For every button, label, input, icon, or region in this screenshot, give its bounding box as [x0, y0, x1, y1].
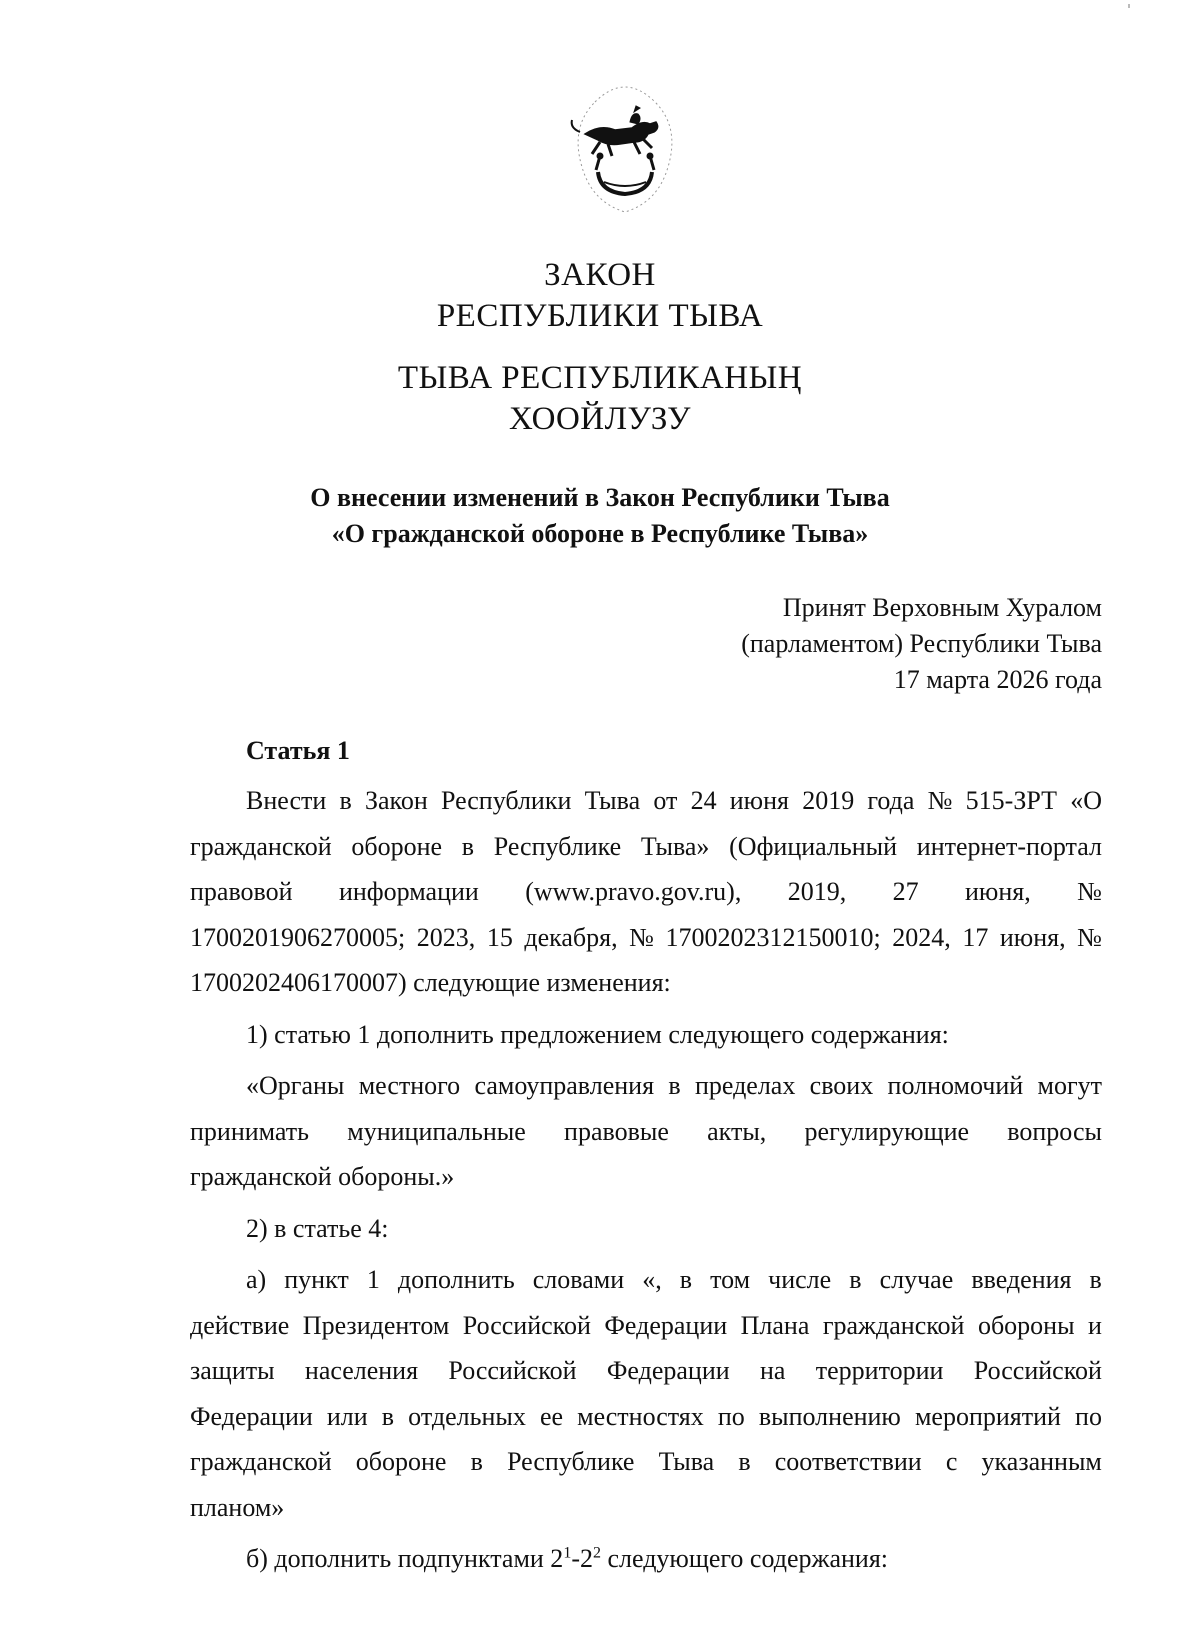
word: в — [668, 1071, 681, 1100]
word: Республике — [507, 1447, 635, 1476]
word: самоуправления — [474, 1071, 655, 1100]
word: года — [867, 786, 915, 815]
word: действие — [190, 1310, 290, 1340]
word: обороне — [351, 831, 443, 861]
word: Республике — [493, 831, 622, 861]
word: обороны — [977, 1310, 1075, 1340]
word: акты, — [707, 1116, 767, 1146]
text-line-spread — [190, 869, 1102, 915]
scan-artifact — [1128, 4, 1130, 8]
word: правовой — [190, 877, 293, 906]
word: 24 — [690, 786, 717, 815]
text-line-spread — [190, 1109, 1102, 1155]
word: населения — [304, 1356, 419, 1385]
word: Республики — [440, 786, 572, 815]
word: Российской — [462, 1310, 591, 1340]
word: местностях — [577, 1401, 704, 1431]
item-2b — [190, 1536, 1102, 1582]
word: № — [927, 786, 953, 815]
text-span: следующего содержания: — [600, 1544, 888, 1573]
word: с — [945, 1447, 958, 1476]
word: и — [1088, 1310, 1102, 1340]
word: Тыва — [658, 1447, 715, 1476]
word: Закон — [364, 786, 428, 815]
word: 15 — [486, 922, 513, 952]
word: словами — [532, 1265, 625, 1294]
adoption-line1: Принят Верховным Хуралом — [782, 593, 1102, 622]
word: ее — [539, 1401, 564, 1431]
word: регулирующие — [804, 1116, 970, 1146]
word: в — [1089, 1265, 1102, 1294]
word: Российской — [448, 1356, 577, 1385]
text-line — [190, 824, 1102, 870]
word: местного — [358, 1071, 461, 1100]
text-line — [190, 1394, 1102, 1440]
text-line — [190, 915, 1102, 961]
word: 2024, — [892, 922, 951, 952]
word: № — [1077, 922, 1102, 952]
word: своих — [809, 1071, 874, 1100]
text-line — [190, 1063, 1102, 1109]
word: случае — [879, 1265, 954, 1294]
word: в — [381, 1401, 395, 1431]
article-body — [190, 778, 1102, 1582]
word: 2023, — [416, 922, 476, 952]
word: 27 — [892, 877, 919, 906]
law-title-line1: ЗАКОН — [544, 257, 656, 293]
word: № — [629, 922, 654, 952]
word: введения — [971, 1265, 1072, 1294]
word: защиты — [190, 1356, 275, 1385]
word: гражданской — [190, 831, 332, 861]
word: выполнению — [758, 1401, 901, 1431]
word: Внести — [246, 786, 327, 815]
word: Президентом — [302, 1310, 450, 1340]
text-line: 1700202406170007) следующие изменения: — [190, 968, 671, 997]
word: в — [738, 1447, 751, 1476]
text-line — [190, 1257, 1102, 1303]
word: 515-ЗРТ — [965, 786, 1057, 815]
word: «Органы — [246, 1071, 345, 1100]
text-line — [190, 778, 1102, 824]
word: интернет-портал — [916, 831, 1102, 861]
word: июня, — [999, 922, 1066, 952]
word: в — [849, 1265, 862, 1294]
word: дополнить — [397, 1265, 515, 1294]
tyvan-title-line2: ХООЙЛУЗУ — [508, 401, 692, 437]
word: № — [1077, 877, 1102, 906]
adoption-date: 17 марта 2026 года — [893, 665, 1102, 694]
word: по — [717, 1401, 745, 1431]
item-2: 2) в статье 4: — [246, 1213, 389, 1243]
word: гражданской — [190, 1447, 332, 1476]
word: июня, — [965, 877, 1031, 906]
subject-line1: О внесении изменений в Закон Республики Тыва — [310, 483, 890, 512]
adoption-note — [741, 590, 1102, 698]
law-title-line2: РЕСПУБЛИКИ ТЫВА — [436, 298, 764, 334]
word: Российской — [973, 1356, 1102, 1385]
item-1: 1) статью 1 дополнить предложением следующего содержания: — [246, 1019, 949, 1049]
word: декабря, — [524, 922, 618, 952]
word: Тыва — [584, 786, 641, 815]
word: 2019 — [802, 786, 855, 815]
word: в — [679, 1265, 693, 1294]
word: Федерации — [190, 1401, 313, 1431]
word: в — [339, 786, 352, 815]
text-line — [190, 1439, 1102, 1485]
word: 1700202312150010; — [665, 922, 881, 952]
word: в — [470, 1447, 483, 1476]
intro-paragraph — [190, 778, 1102, 1006]
text-span: -2 — [571, 1544, 593, 1573]
subject-line2: «О гражданской обороне в Республике Тыва» — [331, 519, 869, 548]
word: вопросы — [1007, 1116, 1102, 1146]
word: полномочий — [887, 1071, 1024, 1100]
word: или — [326, 1401, 368, 1431]
word: Тыва» — [640, 831, 710, 861]
word: принимать — [190, 1116, 310, 1146]
word: июня — [729, 786, 789, 815]
word: отдельных — [408, 1401, 526, 1431]
word: Плана — [740, 1310, 810, 1340]
word: указанным — [981, 1447, 1102, 1476]
word: обороне — [355, 1447, 447, 1476]
word: могут — [1037, 1071, 1102, 1100]
text-line-spread — [190, 1348, 1102, 1394]
law-title — [0, 255, 1200, 337]
word: числе — [768, 1265, 832, 1294]
word: пределах — [694, 1071, 796, 1100]
word: 2019, — [787, 877, 847, 906]
text-line: планом» — [190, 1492, 285, 1522]
text-span: б) дополнить подпунктами 2 — [246, 1544, 564, 1573]
word: Федерации — [604, 1310, 728, 1340]
word: 1700201906270005; — [190, 922, 406, 952]
word: мероприятий — [914, 1401, 1061, 1431]
word: соответствии — [774, 1447, 922, 1476]
word: информации — [338, 877, 479, 906]
word: муниципальные — [347, 1116, 526, 1146]
adoption-line2: (парламентом) Республики Тыва — [741, 629, 1102, 658]
word: «, — [642, 1265, 662, 1294]
word: Федерации — [606, 1356, 730, 1385]
word: гражданской — [822, 1310, 965, 1340]
text-line: гражданской обороны.» — [190, 1162, 455, 1191]
article-heading: Статья 1 — [246, 736, 350, 765]
tyvan-title-line1: ТЫВА РЕСПУБЛИКАНЫҢ — [397, 360, 803, 396]
word: правовые — [564, 1116, 669, 1146]
word: 1 — [366, 1265, 380, 1294]
word: 17 — [962, 922, 989, 952]
law-subject — [0, 480, 1200, 552]
superscript: 2 — [592, 1544, 601, 1562]
word: территории — [815, 1356, 944, 1385]
word: от — [653, 786, 678, 815]
word: в — [461, 831, 475, 861]
word: на — [759, 1356, 786, 1385]
word: «О — [1070, 786, 1102, 815]
word: пункт — [284, 1265, 349, 1294]
law-title-tyvan — [0, 358, 1200, 440]
word: (Официальный — [729, 831, 898, 861]
superscript: 1 — [563, 1544, 572, 1562]
text-line — [190, 1303, 1102, 1349]
coat-of-arms-emblem — [560, 72, 690, 222]
word: по — [1075, 1401, 1102, 1431]
word: а) — [246, 1265, 267, 1294]
item-2a-paragraph — [190, 1257, 1102, 1530]
word: том — [710, 1265, 751, 1294]
quote-paragraph — [190, 1063, 1102, 1200]
word: (www.pravo.gov.ru), — [525, 877, 742, 906]
